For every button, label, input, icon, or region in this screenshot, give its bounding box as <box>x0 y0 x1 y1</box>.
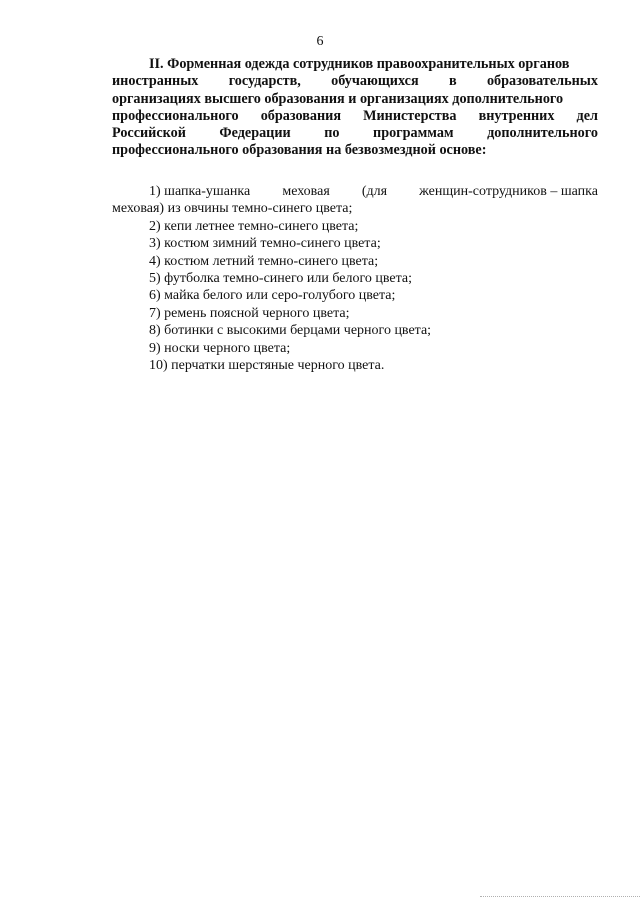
heading-word: программам <box>373 125 454 142</box>
list-item-1-line-2: меховая) из овчины темно-синего цвета; <box>112 201 353 217</box>
section-heading <box>112 56 598 160</box>
heading-word: образования <box>260 107 342 124</box>
heading-word: профессионального <box>112 107 239 124</box>
list-item: 6) майка белого или серо-голубого цвета; <box>149 288 396 304</box>
list-word: (для <box>361 184 388 199</box>
list-item: 4) костюм летний темно-синего цвета; <box>149 253 379 269</box>
heading-word: в <box>448 73 457 90</box>
list-item: 10) перчатки шерстяные черного цвета. <box>149 358 385 374</box>
heading-word: Федерации <box>219 125 291 142</box>
heading-word: Российской <box>112 125 186 142</box>
heading-word: иностранных <box>112 73 199 90</box>
list-item-1-line-1 <box>112 183 598 200</box>
list-word: меховая <box>282 184 330 199</box>
heading-word: внутренних <box>478 107 555 124</box>
list-item: 3) костюм зимний темно-синего цвета; <box>149 236 381 252</box>
heading-line-5 <box>112 125 598 142</box>
heading-line-3: организациях высшего образования и организациях дополнительного <box>112 90 564 107</box>
uniform-items-list <box>112 183 598 374</box>
list-item: 9) носки черного цвета; <box>149 340 291 356</box>
list-item: 7) ремень поясной черного цвета; <box>149 305 350 321</box>
heading-line-6: профессионального образования на безвозмездной основе: <box>112 142 487 159</box>
heading-line-1: II. Форменная одежда сотрудников правоохранительных органов <box>149 56 570 72</box>
heading-line-4 <box>112 108 598 125</box>
heading-line-2 <box>112 73 598 90</box>
heading-word: дополнительного <box>487 125 598 142</box>
page-number: 6 <box>316 34 324 49</box>
list-item: 5) футболка темно-синего или белого цвета; <box>149 271 413 287</box>
heading-word: государств, <box>228 73 301 90</box>
list-word: 1) шапка-ушанка <box>149 184 251 199</box>
list-item: 8) ботинки с высокими берцами черного цвета; <box>149 323 432 339</box>
heading-word: Министерства <box>363 107 457 124</box>
heading-word: дел <box>576 107 598 124</box>
heading-word: по <box>324 125 340 142</box>
heading-word: образовательных <box>486 73 598 90</box>
list-item: 2) кепи летнее темно-синего цвета; <box>149 218 359 234</box>
list-word: женщин-сотрудников – шапка <box>419 184 598 199</box>
heading-word: обучающихся <box>331 73 419 90</box>
